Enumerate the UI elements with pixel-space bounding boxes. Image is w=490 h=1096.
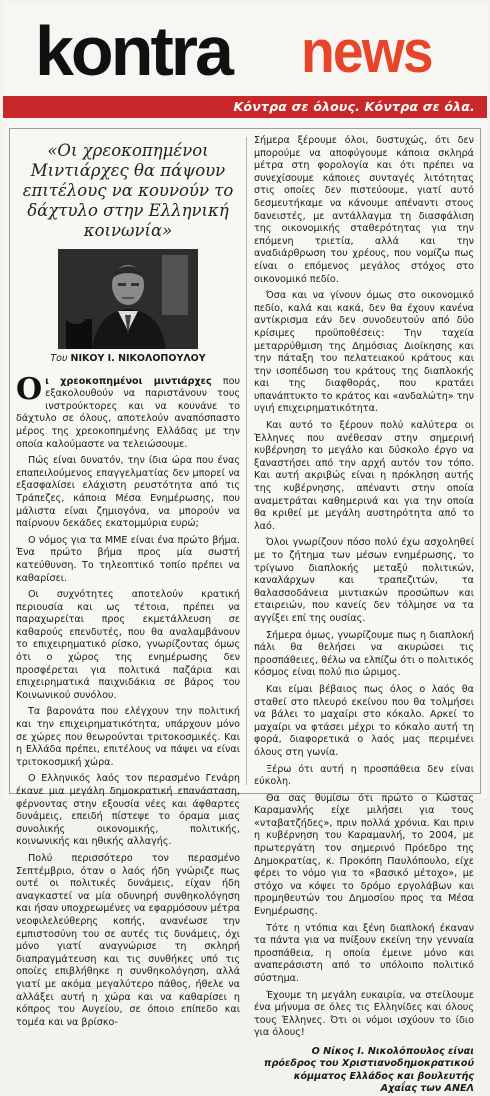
- newspaper-page: [3, 2, 487, 1095]
- lead-paragraph: [16, 371, 240, 452]
- body-paragraph: Θα σας θυμίσω ότι πρώτο ο Κώστας Καραμανλής είχε μιλήσει για τους «νταβατζήδες», πριν πολλά χρόνια. Και πριν η κυβέρνηση του Καραμανλή, το 2004, με πρωτεργάτη τον σημερινό Πρόεδρο της Δημοκρατίας, κ. Προκόπη Παυλόπουλο, είχε φέρει το νόμο για το «βασικό μέτοχο», με στόχο να κόψει το δρόμο εργολάβων και προμηθευτών του Δημοσίου προς τα Μέσα Ενημέρωσης.: [254, 792, 474, 918]
- body-paragraph: Σήμερα ξέρουμε όλοι, δυστυχώς, ότι δεν μπορούμε να αποφύγουμε κάποια σκληρά μέτρα στη φορολογία και ότι πρέπει να συνεχίσουμε κάποιες συνταγές λιτότητας στις οποίες δεν πιστεύουμε, γιατί αυτό δεσμευτήκαμε να κάνουμε απέναντι στους δανειστές, με αντάλλαγμα τη διασφάλιση της οικονομικής σταθερότητας για την επόμενη τριετία, αλλά και την αναδιάρθρωση του χρέους, που νομίζω πως είναι ο επόμενος μεγάλος στόχος στο οικονομικό πεδίο.: [254, 135, 474, 285]
- signature-line: Αχαΐας των ΑΝΕΛ: [380, 1083, 474, 1095]
- body-paragraph: Και είμαι βέβαιος πως όλος ο λαός θα σταθεί στο πλευρό εκείνου που θα τολμήσει να βάλει το μαχαίρι στο κόκαλο. Αρκεί το μαχαίρι να φτάσει μέχρι το κόκαλο αυτή τη φορά, διαφορετικά ο λαός μας περιμένει όλους στη γωνία.: [254, 683, 474, 758]
- article-right-column: [254, 135, 474, 1096]
- body-paragraph: Πολύ περισσότερο τον περασμένο Σεπτέμβριο, όταν ο λαός ήδη γνώριζε πως ουτέ οι πολιτικές δυνάμεις, είχαν ήδη αναγκαστεί να μία οδυνηρή συνθηκολόγηση και ήσαν υποχρεωμένες να εφαρμόσουν μέτρα νεοφιλελεύθερης κοπής, ανανέωσε την εμπιστοσύνη του σε αυτές τις δυνάμεις, όχι μόνο γιατί αναγνώρισε τη σκληρή διαπραγμάτευση και τις συνθήκες υπό τις οποίες επιβλήθηκε η συνθηκολόγηση, αλλά γιατί με ακόμα μεγαλύτερο πάθος, ήθελε να αλλάξει αυτή η χώρα και να καθαρίσει η κόπρος του Αυγείου, σε όποιο επίπεδο και τομέα και να βρίσκο-: [16, 852, 240, 1028]
- body-paragraph: Ο νόμος για τα ΜΜΕ είναι ένα πρώτο βήμα. Ένα πρώτο βήμα προς μία σωστή κατεύθυνση. Το τηλεοπτικό τοπίο πρέπει να καθαρίσει.: [16, 534, 240, 584]
- logo-accent-wordmark[interactable]: news: [301, 18, 432, 85]
- tagline: Κόντρα σε όλους. Κόντρα σε όλα.: [233, 99, 475, 114]
- body-paragraph: Οι συχνότητες αποτελούν κρατική περιουσία και ως τέτοια, πρέπει να παραχωρείται προς εκμετάλλευση σε καθαρούς επενδυτές, που θα αναλαμβάνουν το επιχειρηματικό ρίσκο, γνωρίζοντας όμως ότι ο χώρος της ενημέρωσης δεν προσφέρεται για πολιτικά παζάρια και επιχειρηματικά παιχνιδάκια σε βάρος του Κοινωνικού συνόλου.: [16, 589, 240, 701]
- body-paragraph: Τα βαρονάτα που ελέγχουν την πολιτική και την επιχειρηματικότητα, υπάρχουν μόνο σε χώρες που θεωρούνται τριτοκοσμικές. Και η Ελλάδα πρέπει, επιτέλους να πάψει να είναι τριτοκοσμική χώρα.: [16, 706, 240, 768]
- signature-line: κόμματος Ελλάδος και βουλευτής: [293, 1070, 474, 1082]
- body-paragraph: Ξέρω ότι αυτή η προσπάθεια δεν είναι εύκολη.: [254, 763, 474, 788]
- body-paragraph: Ο Ελληνικός λαός τον περασμένο Γενάρη έκανε μια μεγάλη δημοκρατική επανάσταση, φέρνοντας στην εξουσία νέες και άφθαρτες δυνάμεις, επειδή πίστεψε το όραμα μιας συνολικής οικονομικής, πολιτικής, κοινωνικής και ηθικής αλλαγής.: [16, 773, 240, 848]
- body-paragraph: Όσα και να γίνουν όμως στο οικονομικό πεδίο, καλά και κακά, δεν θα έχουν κανένα αντίκρισμα εάν δεν συνοδευτούν από δύο κρίσιμες προϋποθέσεις: Την ταχεία μεταρρύθμιση της Δημόσιας Διοίκησης και την πάταξη του πελατειακού κράτους και την ισοπέδωση του κράτους της διαπλοκής και της διαφθοράς, που κρατάει υπανάπτυκτο το κράτος και «ανδαλώτη» την υγιή επιχειρηματικότητα.: [254, 290, 474, 415]
- article-frame: [9, 128, 481, 1095]
- tagline-bar: [3, 96, 487, 118]
- article-left-column: [16, 141, 240, 1033]
- body-paragraph: Και αυτό το ξέρουν πολύ καλύτερα οι Έλληνες που ανέθεσαν στην σημερινή κυβέρνηση το μεγάλο και δύσκολο έργο να ξαναστήσει από την αρχή αυτόν τον τόπο. Και αυτή ακριβώς είναι η πρόκληση αυτής της κυβέρνησης, απέναντι στην οποία αναμετράται καθημερινά και για την οποία θα κριθεί με μεγάλη αυστηρότητα από το λαό.: [254, 420, 474, 532]
- body-paragraph: Σήμερα όμως, γνωρίζουμε πως η διαπλοκή πάλι θα θελήσει να ακυρώσει τις προσπάθειες, θέλω να ελπίζω ότι ο πολιτικός κόσμος είναι πολύ πιο ώριμος.: [254, 629, 474, 679]
- body-paragraph: Πώς είναι δυνατόν, την ίδια ώρα που ένας επαπειλούμενος επαγγελματίας δεν μπορεί να εξασφαλίσει ελάχιστη ρευστότητα από τις Τράπεζες, κάποια Μέσα Ενημέρωσης, που μάλιστα είναι ζημιογόνα, να μπορούν να παίρνουν δεκάδες εκατομμύρια ευρώ;: [16, 455, 240, 530]
- author-caption: [16, 353, 240, 366]
- logo-wordmark[interactable]: kontra: [35, 12, 231, 90]
- masthead: [3, 2, 487, 112]
- body-paragraph: Όλοι γνωρίζουν πόσο πολύ έχω ασχοληθεί με το ζήτημα των μέσων ενημέρωσης, το τρίγωνο διαπλοκής μεταξύ πολιτικών, καναλάρχων και τραπεζιτών, τα θαλασσοδάνεια μιντιακών προσώπων και εταιρειών, που κανείς δεν τόλμησε να τα αγγίξει επί της ουσίας.: [254, 537, 474, 624]
- body-paragraph: Έχουμε τη μεγάλη ευκαιρία, να στείλουμε ένα μήνυμα σε όλες τις Ελληνίδες και όλους τους Έλληνες. Ότι οι νόμοι ισχύουν το ίδιο για όλους!: [254, 989, 474, 1039]
- author-signature: [254, 1046, 474, 1096]
- article-headline: «Οι χρεοκοπημένοι Μιντιάρχες θα πάψουν επιτέλους να κουνούν το δάχτυλο στην Ελληνική κοινωνία»: [22, 141, 234, 240]
- lead-text: που εξακολουθούν να παριστάνουν τους ινστρούκτορες και να κουνάνε το δάχτυλο σε όλους, αποτελούν αναπόσπαστο μέρος της χρεοκοπημένης Ελλάδας με την οποία καλούμαστε να τελειώσουμε.: [16, 375, 240, 450]
- author-photo: [58, 249, 198, 349]
- caption-prefix: Του: [50, 353, 68, 364]
- signature-line: Ο Νίκος Ι. Νικολόπουλος είναι: [311, 1045, 474, 1057]
- column-divider: [246, 137, 247, 785]
- caption-author: ΝΙΚΟΥ Ι. ΝΙΚΟΛΟΠΟΥΛΟΥ: [70, 353, 206, 364]
- signature-line: πρόεδρος του Χριστιανοδημοκρατικού: [263, 1058, 474, 1070]
- lead-bold-text: ι χρεοκοπημένοι μιντιάρχες: [45, 375, 212, 387]
- drop-cap: O: [16, 371, 43, 407]
- author-portrait-image: [58, 249, 198, 349]
- body-paragraph: Τότε η ντόπια και ξένη διαπλοκή έκαναν τα πάντα για να πνίξουν εκείνη την γενναία προσπάθεια, η οποία έμεινε μόνο και αναπεράσιστη από το υπόλοιπο πολιτικό σύστημα.: [254, 922, 474, 984]
